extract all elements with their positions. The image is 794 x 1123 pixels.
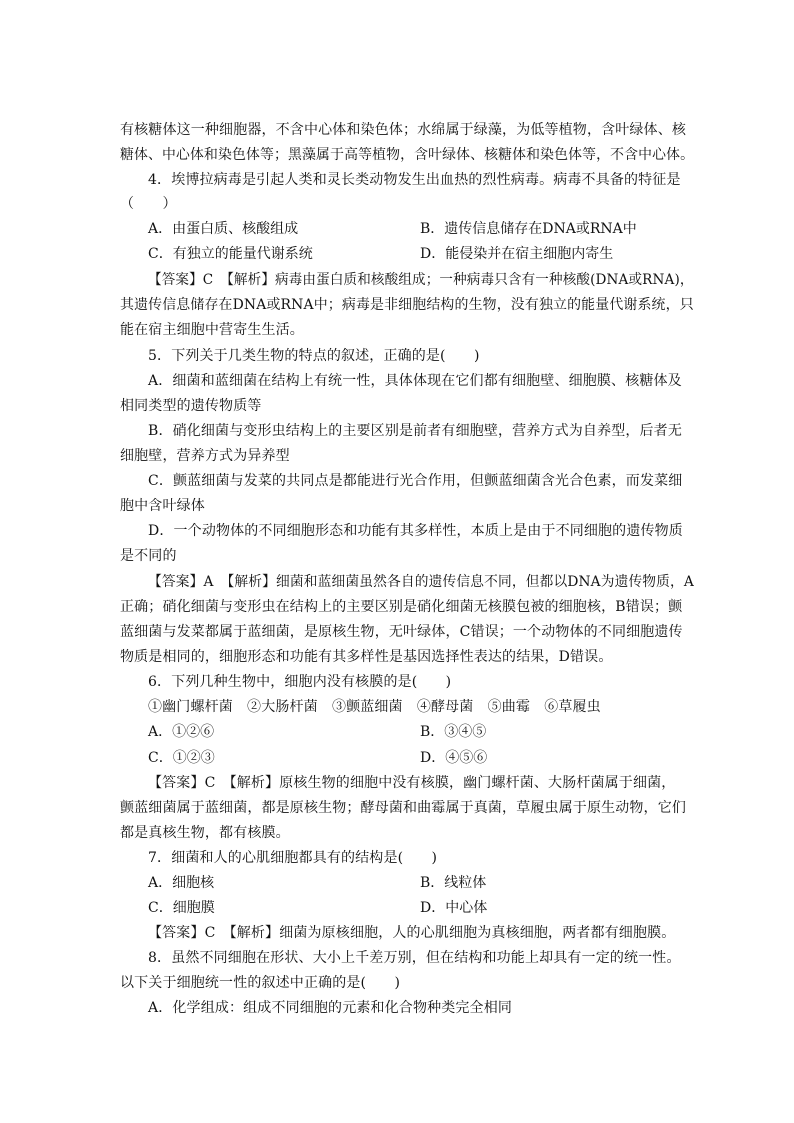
question-6-items: ①幽门螺杆菌 ②大肠杆菌 ③颤蓝细菌 ④酵母菌 ⑤曲霉 ⑥草履虫 [148,699,601,715]
question-5-option-c: C．颤蓝细菌与发菜的共同点是都能进行光合作用，但颤蓝细菌含光合色素，而发菜细 [148,473,683,489]
question-4-option-c: C．有独立的能量代谢系统 [148,246,313,262]
question-4-answer: 【答案】C 【解析】病毒由蛋白质和核酸组成；一种病毒只含有一种核酸(DNA或RNA)， [148,272,694,288]
question-8-stem: 8．虽然不同细胞在形状、大小上千差万别，但在结构和功能上却具有一定的统一性。 [148,950,681,966]
question-7-option-c: C．细胞膜 [148,900,215,916]
text-line: 糖体、中心体和染色体等；黑藻属于高等植物，含叶绿体、核糖体和染色体等，不含中心体。 [120,147,695,163]
question-4-option-a: A．由蛋白质、核酸组成 [148,221,299,237]
text-line: 胞中含叶绿体 [120,498,205,514]
question-5-option-b: B．硝化细菌与变形虫结构上的主要区别是前者有细胞壁，营养方式为自养型，后者无 [148,423,682,439]
text-line: 都是真核生物，都有核膜。 [120,825,290,841]
question-6-option-d: D．④⑤⑥ [420,750,488,766]
text-line: 颤蓝细菌属于蓝细菌，都是原核生物；酵母菌和曲霉属于真菌，草履虫属于原生动物，它们 [120,800,686,816]
question-7-option-a: A．细胞核 [148,875,215,891]
text-line: 以下关于细胞统一性的叙述中正确的是( ) [120,975,401,991]
question-5-stem: 5．下列关于几类生物的特点的叙述，正确的是( ) [148,348,480,364]
question-6-stem: 6．下列几种生物中，细胞内没有核膜的是( ) [148,674,452,690]
question-4-blank: （ ） [120,196,177,212]
text-line: 细胞壁，营养方式为异养型 [120,448,290,464]
question-6-option-c: C．①②③ [148,750,215,766]
text-line: 正确；硝化细菌与变形虫在结构上的主要区别是硝化细菌无核膜包被的细胞核，B错误；颤 [120,599,683,615]
text-line: 相同类型的遗传物质等 [120,398,262,414]
text-line: 有核糖体这一种细胞器，不含中心体和染色体；水绵属于绿藻，为低等植物，含叶绿体、核 [120,122,686,138]
question-7-option-b: B．线粒体 [420,875,487,891]
text-line: 是不同的 [120,548,177,564]
question-5-answer: 【答案】A 【解析】细菌和蓝细菌虽然各自的遗传信息不同，但都以DNA为遗传物质，A [148,574,694,590]
text-line: 其遗传信息储存在DNA或RNA中；病毒是非细胞结构的生物，没有独立的能量代谢系统，只 [120,297,694,313]
question-7-answer: 【答案】C 【解析】细菌为原核细胞，人的心肌细胞为真核细胞，两者都有细胞膜。 [148,925,676,941]
question-4-option-d: D．能侵染并在宿主细胞内寄生 [420,246,614,262]
question-4-option-b: B．遗传信息储存在DNA或RNA中 [420,221,637,237]
question-5-option-d: D．一个动物体的不同细胞形态和功能有其多样性，本质上是由于不同细胞的遗传物质 [148,523,683,539]
question-7-stem: 7．细菌和人的心肌细胞都具有的结构是( ) [148,850,438,866]
question-8-option-a: A．化学组成：组成不同细胞的元素和化合物种类完全相同 [148,1000,513,1016]
text-line: 蓝细菌与发菜都属于蓝细菌，是原核生物，无叶绿体，C错误；一个动物体的不同细胞遗传 [120,624,683,640]
question-6-answer: 【答案】C 【解析】原核生物的细胞中没有核膜，幽门螺杆菌、大肠杆菌属于细菌， [148,775,676,791]
question-6-option-a: A．①②⑥ [148,724,215,740]
question-4-stem: 4．埃博拉病毒是引起人类和灵长类动物发生出血热的烈性病毒。病毒不具备的特征是 [148,172,681,188]
question-5-option-a: A．细菌和蓝细菌在结构上有统一性，具体体现在它们都有细胞壁、细胞膜、核糖体及 [148,373,682,389]
text-line: 物质是相同的，细胞形态和功能有其多样性是基因选择性表达的结果，D错误。 [120,649,613,665]
question-6-option-b: B．③④⑤ [420,724,487,740]
text-line: 能在宿主细胞中营寄生生活。 [120,322,304,338]
question-7-option-d: D．中心体 [420,900,488,916]
